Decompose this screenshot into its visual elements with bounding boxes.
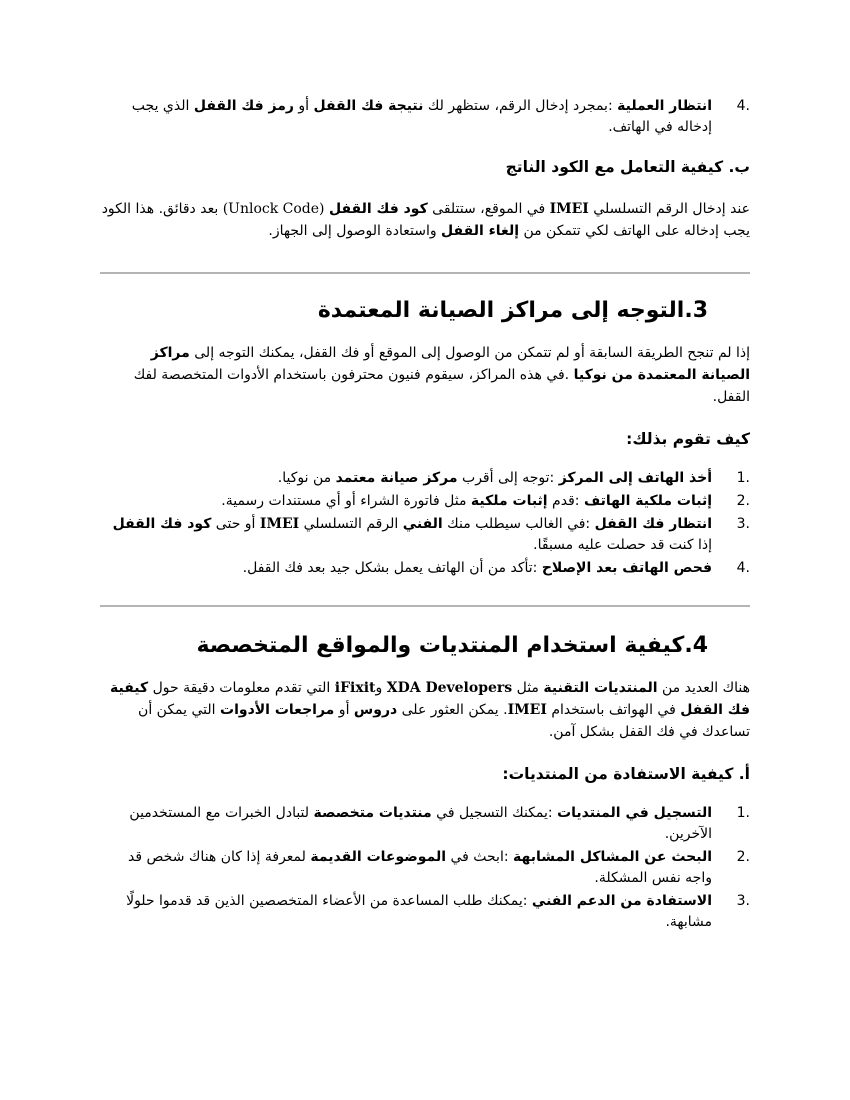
item-text: :يمكنك طلب المساعدة من الأعضاء المتخصصين الذين قد قدموا حلولًا مشابهة. bbox=[126, 893, 712, 930]
item-bold: الاستفادة من الدعم الفني bbox=[531, 893, 712, 909]
list-item bbox=[100, 468, 750, 489]
item-bold: الموضوعات القديمة bbox=[310, 849, 447, 865]
item-text: من نوكيا. bbox=[277, 470, 336, 486]
section-divider bbox=[100, 272, 750, 274]
section3-intro bbox=[100, 342, 750, 408]
section4-sub-heading: أ. كيفية الاستفادة من المنتديات: bbox=[502, 765, 750, 783]
para-text: التي يمكن أن تساعدك في فك القفل بشكل آمن. bbox=[138, 702, 750, 740]
list-number: 2. bbox=[736, 849, 750, 865]
para-text: . يمكن العثور على bbox=[397, 702, 508, 718]
list-item bbox=[100, 803, 750, 845]
para-text: إذا لم تنجح الطريقة السابقة أو لم تتمكن من الوصول إلى الموقع أو فك القفل، يمكنك التوجه إلى bbox=[189, 345, 750, 361]
list-item bbox=[100, 891, 750, 933]
list-number: 1. bbox=[736, 805, 750, 821]
para-text: .في هذه المراكز، سيقوم فنيون محترفون باستخدام الأدوات المتخصصة لفك القفل. bbox=[133, 367, 750, 405]
item-text: :بمجرد إدخال الرقم، ستظهر لك bbox=[423, 98, 618, 114]
section3-heading: 3.التوجه إلى مراكز الصيانة المعتمدة bbox=[317, 298, 708, 323]
imei-term: IMEI bbox=[507, 702, 547, 718]
item-text: الرقم التسلسلي bbox=[299, 516, 403, 532]
xda-term: XDA Developers bbox=[386, 680, 513, 696]
ifixit-term: iFixit bbox=[334, 680, 376, 696]
para-bold: كيفية فك القفل bbox=[110, 680, 750, 718]
para-bold: المنتديات التقنية bbox=[543, 680, 658, 696]
para-text: واستعادة الوصول إلى الجهاز. bbox=[268, 223, 442, 239]
list-number: 3. bbox=[736, 893, 750, 909]
para-text: هناك العديد من bbox=[657, 680, 750, 696]
item-text: :توجه إلى أقرب bbox=[457, 470, 559, 486]
section3-steps bbox=[100, 468, 750, 579]
para-text: أو bbox=[334, 702, 354, 718]
top-list bbox=[100, 96, 750, 138]
list-number: 1. bbox=[736, 470, 750, 486]
section4-heading: 4.كيفية استخدام المنتديات والمواقع المتخصصة bbox=[196, 633, 708, 658]
item-bold: منتديات متخصصة bbox=[313, 805, 432, 821]
item-bold: نتيجة فك القفل bbox=[313, 98, 424, 114]
item-text: :تأكد من أن الهاتف يعمل بشكل جيد بعد فك القفل. bbox=[242, 560, 542, 576]
item-bold: إثبات ملكية الهاتف bbox=[583, 493, 712, 509]
para-bold: كود فك القفل bbox=[328, 201, 428, 217]
item-text: الذي يجب إدخاله في الهاتف. bbox=[131, 98, 712, 135]
item-bold: انتظار فك القفل bbox=[594, 516, 712, 532]
item-text: :يمكنك التسجيل في bbox=[431, 805, 558, 821]
item-bold: الفني bbox=[402, 516, 443, 532]
para-bold: دروس bbox=[353, 702, 398, 718]
list-number: 4. bbox=[736, 560, 750, 576]
section4-steps bbox=[100, 803, 750, 933]
para-text: التي تقدم معلومات دقيقة حول bbox=[148, 680, 335, 696]
item-text: إذا كنت قد حصلت عليه مسبقًا. bbox=[533, 537, 712, 553]
item-bold: البحث عن المشاكل المشابهة bbox=[513, 849, 712, 865]
para-text: بعد دقائق. هذا الكود يجب إدخاله على الهاتف لكي تتمكن من bbox=[101, 201, 750, 239]
item-text: :ابحث في bbox=[446, 849, 514, 865]
item-bold: فحص الهاتف بعد الإصلاح bbox=[541, 560, 712, 576]
item-text: لتبادل الخبرات مع المستخدمين الآخرين. bbox=[129, 805, 712, 842]
item-label: انتظار العملية bbox=[617, 98, 712, 114]
para-bold: مراجعات الأدوات bbox=[220, 702, 335, 718]
item-text: لمعرفة إذا كان هناك شخص قد واجه نفس المشكلة. bbox=[128, 849, 712, 886]
section4-intro bbox=[100, 677, 750, 743]
imei-term: IMEI bbox=[549, 201, 589, 217]
list-item bbox=[100, 847, 750, 889]
para-text: و bbox=[375, 680, 387, 696]
item-bold: كود فك القفل bbox=[112, 516, 212, 532]
para-text: في الهواتف باستخدام bbox=[546, 702, 681, 718]
subsection-b-heading: ب. كيفية التعامل مع الكود الناتج bbox=[505, 158, 750, 176]
para-bold: مراكز الصيانة المعتمدة من نوكيا bbox=[150, 345, 750, 383]
para-text: في الموقع، ستتلقى bbox=[427, 201, 550, 217]
para-bold: إلغاء القفل bbox=[441, 223, 519, 239]
list-item bbox=[100, 558, 750, 579]
item-text: مثل فاتورة الشراء أو أي مستندات رسمية. bbox=[221, 493, 471, 509]
list-number: 4. bbox=[736, 98, 750, 114]
para-text: مثل bbox=[512, 680, 544, 696]
item-bold: أخذ الهاتف إلى المركز bbox=[558, 470, 712, 486]
list-number: 3. bbox=[736, 516, 750, 532]
list-item bbox=[100, 96, 750, 138]
item-bold: التسجيل في المنتديات bbox=[557, 805, 712, 821]
item-bold: مركز صيانة معتمد bbox=[335, 470, 458, 486]
unlock-code-term: (Unlock Code) bbox=[222, 201, 325, 217]
item-bold: رمز فك القفل bbox=[193, 98, 294, 114]
list-number: 2. bbox=[736, 493, 750, 509]
list-item bbox=[100, 491, 750, 512]
item-bold: إثبات ملكية bbox=[470, 493, 548, 509]
subsection-b-paragraph bbox=[100, 198, 750, 242]
item-text: أو bbox=[293, 98, 314, 114]
section-divider bbox=[100, 605, 750, 607]
imei-term: IMEI bbox=[259, 516, 300, 532]
para-text: عند إدخال الرقم التسلسلي bbox=[588, 201, 750, 217]
item-text: :في الغالب سيطلب منك bbox=[442, 516, 595, 532]
item-text: :قدم bbox=[547, 493, 584, 509]
item-text: أو حتى bbox=[211, 516, 260, 532]
section3-how-heading: كيف تقوم بذلك: bbox=[626, 430, 750, 448]
list-item bbox=[100, 514, 750, 556]
